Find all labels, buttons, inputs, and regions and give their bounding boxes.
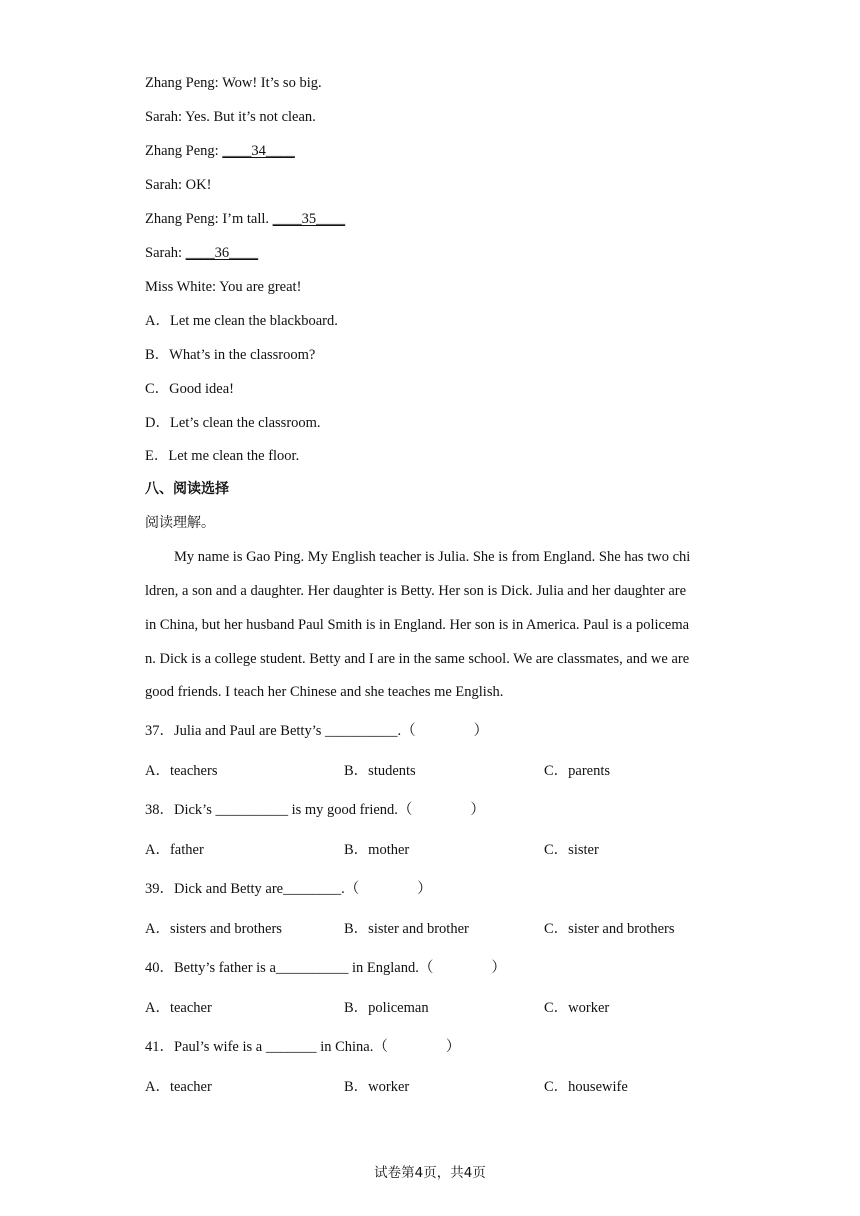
question-38: 38．Dick’s __________ is my good friend.（ ）: [145, 802, 485, 818]
passage-line: in China, but her husband Paul Smith is in England. Her son is in America. Paul is a policema: [145, 617, 690, 633]
question-38-option-a[interactable]: A．father: [145, 842, 204, 858]
passage-line: good friends. I teach her Chinese and she teaches me English.: [145, 684, 504, 700]
question-39-option-c[interactable]: C．sister and brothers: [544, 921, 675, 937]
question-37: 37．Julia and Paul are Betty’s __________.（ ）: [145, 723, 489, 739]
answer-blank-34[interactable]: ____34____: [222, 143, 295, 159]
dialogue-line: [145, 142, 295, 160]
speaker: Sarah:: [145, 177, 183, 193]
speaker: Miss White:: [145, 279, 217, 295]
dialogue-line: [145, 74, 322, 92]
passage-line: My name is Gao Ping. My English teacher is Julia. She is from England. She has two chi: [174, 549, 691, 565]
question-39-option-b[interactable]: B．sister and brother: [344, 921, 469, 937]
page-footer: 试卷第4页，共4页: [374, 1165, 486, 1181]
dialogue-option-d: D．Let’s clean the classroom.: [145, 415, 321, 431]
question-38-option-b[interactable]: B．mother: [344, 842, 410, 858]
question-37-option-b[interactable]: B．students: [344, 763, 416, 779]
dialogue-option-c: C．Good idea!: [145, 381, 234, 397]
speaker: Sarah:: [145, 109, 183, 125]
question-39: 39．Dick and Betty are________.（ ）: [145, 881, 432, 897]
question-40-option-a[interactable]: A．teacher: [145, 1000, 212, 1016]
dialogue-line: [145, 176, 211, 194]
question-41-option-b[interactable]: B．worker: [344, 1079, 410, 1095]
dialogue-option-a: A．Let me clean the blackboard.: [145, 313, 338, 329]
question-40-option-c[interactable]: C．worker: [544, 1000, 610, 1016]
section-heading: 八、阅读选择: [145, 481, 229, 497]
question-39-option-a[interactable]: A．sisters and brothers: [145, 921, 282, 937]
speaker: Zhang Peng:: [145, 211, 219, 227]
question-37-option-c[interactable]: C．parents: [544, 763, 611, 779]
dialogue-line: [145, 108, 316, 126]
question-41: 41．Paul’s wife is a _______ in China.（ ）: [145, 1039, 461, 1055]
section-instruction: 阅读理解。: [145, 515, 215, 531]
dialogue-line: [145, 278, 301, 296]
utterance: You are great!: [219, 279, 302, 295]
dialogue-option-e: E．Let me clean the floor.: [145, 448, 300, 464]
passage-line: n. Dick is a college student. Betty and I are in the same school. We are classmates, and we are: [145, 651, 690, 667]
answer-blank-36[interactable]: ____36____: [185, 245, 259, 261]
question-40-option-b[interactable]: B．policeman: [344, 1000, 429, 1016]
speaker: Zhang Peng:: [145, 143, 219, 159]
utterance: Yes. But it’s not clean.: [185, 109, 316, 125]
question-41-option-c[interactable]: C．housewife: [544, 1079, 628, 1095]
utterance: I’m tall.: [222, 211, 270, 227]
dialogue-option-b: B．What’s in the classroom?: [145, 347, 316, 363]
utterance: Wow! It’s so big.: [222, 75, 322, 91]
utterance: OK!: [185, 177, 212, 193]
speaker: Sarah:: [145, 245, 183, 261]
question-38-option-c[interactable]: C．sister: [544, 842, 599, 858]
question-37-option-a[interactable]: A．teachers: [145, 763, 218, 779]
question-41-option-a[interactable]: A．teacher: [145, 1079, 212, 1095]
dialogue-line: [145, 210, 345, 228]
question-40: 40．Betty’s father is a__________ in England.（ ）: [145, 960, 506, 976]
passage-line: ldren, a son and a daughter. Her daughter is Betty. Her son is Dick. Julia and her daughter are: [145, 583, 687, 599]
dialogue-line: [145, 244, 258, 262]
speaker: Zhang Peng:: [145, 75, 219, 91]
answer-blank-35[interactable]: ____35____: [272, 211, 346, 227]
